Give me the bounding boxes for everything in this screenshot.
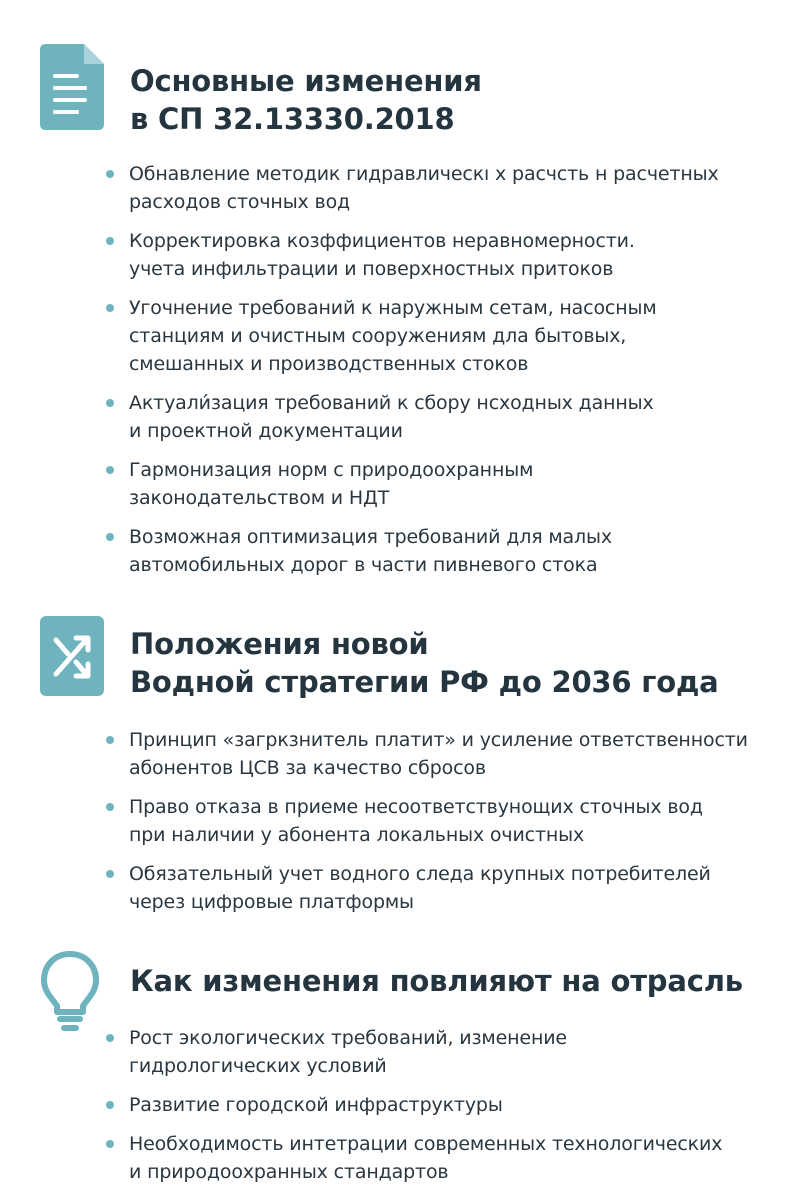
bullet-icon bbox=[106, 736, 114, 744]
list-item: Актуали́зация требований к сбору нсходных данных и проектной документации bbox=[106, 389, 766, 445]
list-item: Обнавление методик гидравлическı х расчсть н расчетных расходов сточных вод bbox=[106, 160, 766, 216]
list-item: Угочнение требований к наружным сетам, насосным станциям и очистным сооружениям дла бытовых, смешанных и производственных стоков bbox=[106, 294, 766, 378]
list-item: Развитие городской инфраструктуры bbox=[106, 1091, 766, 1119]
bullet-icon bbox=[106, 304, 114, 312]
bullet-list bbox=[106, 160, 766, 590]
bullet-icon bbox=[106, 466, 114, 474]
list-item: Право отказа в приеме несоответствунощих сточных вод при наличии у абонента локальных очистных bbox=[106, 793, 766, 849]
lightbulb-icon bbox=[40, 950, 100, 1034]
list-item: Возможная оптимизация требований для малых автомобильных дорог в части пивневого стока bbox=[106, 523, 766, 579]
bullet-icon bbox=[106, 1140, 114, 1148]
bullet-icon bbox=[106, 533, 114, 541]
bullet-icon bbox=[106, 1101, 114, 1109]
list-item: Корректировка козффициентов неравномерности. учета инфильтрации и поверхностных притоков bbox=[106, 227, 766, 283]
bullet-icon bbox=[106, 237, 114, 245]
shuffle-icon bbox=[40, 616, 104, 696]
bullet-icon bbox=[106, 1034, 114, 1042]
bullet-list bbox=[106, 726, 766, 927]
bullet-icon bbox=[106, 170, 114, 178]
list-item: Гармонизация норм с природоохранным законодательством и НДТ bbox=[106, 456, 766, 512]
section-title: Как изменения повлияют на отрасль bbox=[130, 964, 743, 998]
section-title: Положения новой Водной стратегии РФ до 2036 года bbox=[130, 627, 719, 699]
list-item: Обязательный учет водного следа крупных потребителей через цифровые платформы bbox=[106, 860, 766, 916]
document-icon bbox=[40, 44, 104, 130]
bullet-icon bbox=[106, 803, 114, 811]
list-item: Необходимость интетрации современных технологических и природоохранных стандартов bbox=[106, 1130, 766, 1186]
bullet-list bbox=[106, 1024, 766, 1197]
bullet-icon bbox=[106, 870, 114, 878]
list-item: Принцип «загркзнитель платит» и усиление ответственности абонентов ЦСВ за качество сбросов bbox=[106, 726, 766, 782]
section-title: Основные изменения в СП 32.13330.2018 bbox=[130, 64, 482, 136]
bullet-icon bbox=[106, 399, 114, 407]
list-item: Рост экологических требований, изменение гидрологических условий bbox=[106, 1024, 766, 1080]
